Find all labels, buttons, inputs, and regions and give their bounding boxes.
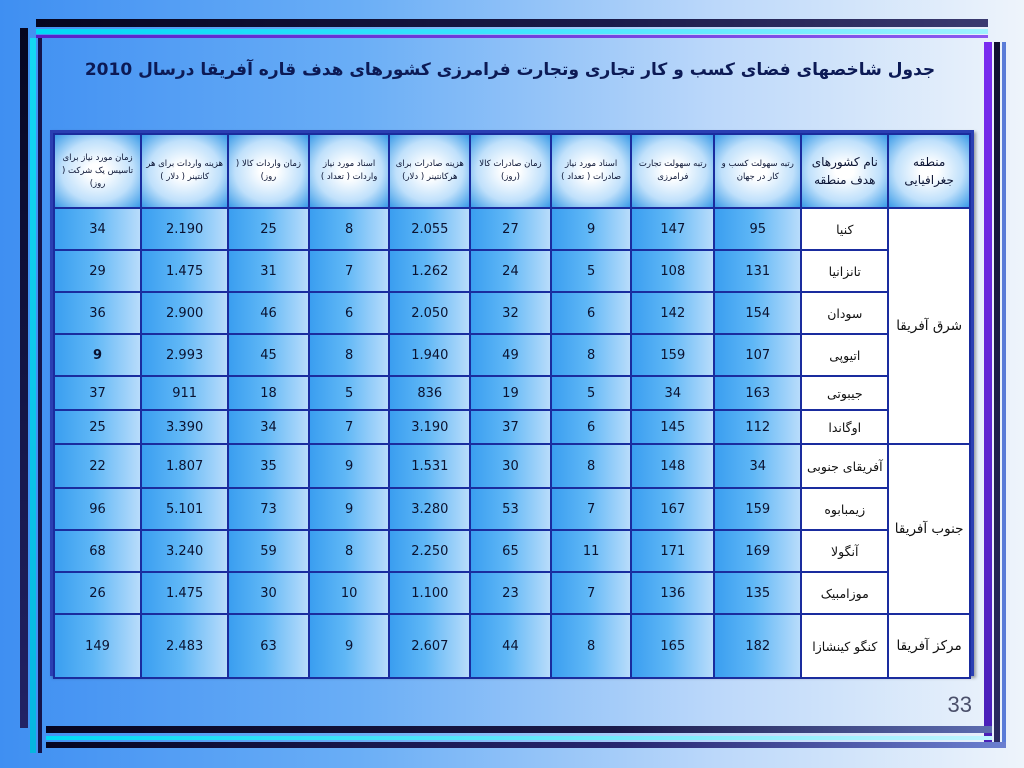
country-name-cell: اوگاندا bbox=[802, 411, 887, 443]
export-cost-cell: 1.531 bbox=[390, 445, 469, 487]
export-time-cell: 53 bbox=[471, 489, 550, 529]
import-cost-cell: 2.190 bbox=[142, 209, 227, 249]
frame-bottom-bar-dark bbox=[46, 726, 992, 733]
export-docs-cell: 5 bbox=[552, 251, 631, 291]
frame-left-bar-navy bbox=[38, 38, 42, 753]
startup-days-cell: 26 bbox=[55, 573, 140, 613]
frame-top-bar-cyan bbox=[36, 29, 988, 34]
export-cost-cell: 3.280 bbox=[390, 489, 469, 529]
table-header-row bbox=[55, 135, 969, 207]
startup-days-cell: 29 bbox=[55, 251, 140, 291]
import-cost-cell: 2.483 bbox=[142, 615, 227, 677]
ease-business-cell: 131 bbox=[715, 251, 800, 291]
startup-days-cell: 36 bbox=[55, 293, 140, 333]
import-cost-cell: 911 bbox=[142, 377, 227, 409]
ease-business-cell: 159 bbox=[715, 489, 800, 529]
frame-right-bar-dark bbox=[994, 42, 1000, 742]
ease-business-cell: 169 bbox=[715, 531, 800, 571]
ease-business-cell: 154 bbox=[715, 293, 800, 333]
header-import-docs: اسناد مورد نیاز واردات ( تعداد ) bbox=[310, 135, 389, 207]
startup-days-cell: 96 bbox=[55, 489, 140, 529]
export-time-cell: 24 bbox=[471, 251, 550, 291]
startup-days-cell: 37 bbox=[55, 377, 140, 409]
country-name-cell: جیبوتی bbox=[802, 377, 887, 409]
region-cell-east: شرق آفریقا bbox=[889, 209, 969, 443]
frame-right-bar-purple bbox=[984, 42, 992, 742]
ease-business-cell: 135 bbox=[715, 573, 800, 613]
table-row bbox=[55, 531, 969, 571]
export-cost-cell: 1.100 bbox=[390, 573, 469, 613]
import-cost-cell: 5.101 bbox=[142, 489, 227, 529]
frame-right-bar-blue bbox=[1002, 42, 1006, 742]
table-row bbox=[55, 251, 969, 291]
import-time-cell: 46 bbox=[229, 293, 308, 333]
header-country: نام کشورهای هدف منطقه bbox=[802, 135, 887, 207]
ease-trade-cell: 147 bbox=[632, 209, 713, 249]
ease-trade-cell: 165 bbox=[632, 615, 713, 677]
export-docs-cell: 6 bbox=[552, 293, 631, 333]
import-cost-cell: 1.475 bbox=[142, 251, 227, 291]
export-cost-cell: 2.607 bbox=[390, 615, 469, 677]
startup-days-cell: 68 bbox=[55, 531, 140, 571]
frame-bottom-bar-navy bbox=[46, 742, 1006, 748]
import-docs-cell: 8 bbox=[310, 335, 389, 375]
startup-days-cell: 9 bbox=[55, 335, 140, 375]
ease-business-cell: 107 bbox=[715, 335, 800, 375]
header-export-docs: اسناد مورد نیاز صادرات ( تعداد ) bbox=[552, 135, 631, 207]
export-docs-cell: 5 bbox=[552, 377, 631, 409]
import-docs-cell: 6 bbox=[310, 293, 389, 333]
export-cost-cell: 2.055 bbox=[390, 209, 469, 249]
import-docs-cell: 9 bbox=[310, 615, 389, 677]
header-startup-days: زمان مورد نیاز برای تاسیس یک شرکت ( روز) bbox=[55, 135, 140, 207]
country-name-cell: تانزانیا bbox=[802, 251, 887, 291]
ease-trade-cell: 148 bbox=[632, 445, 713, 487]
import-time-cell: 35 bbox=[229, 445, 308, 487]
import-cost-cell: 2.900 bbox=[142, 293, 227, 333]
import-time-cell: 25 bbox=[229, 209, 308, 249]
export-time-cell: 19 bbox=[471, 377, 550, 409]
export-time-cell: 44 bbox=[471, 615, 550, 677]
table-row bbox=[55, 335, 969, 375]
export-time-cell: 23 bbox=[471, 573, 550, 613]
region-cell-south: جنوب آفریقا bbox=[889, 445, 969, 613]
import-time-cell: 31 bbox=[229, 251, 308, 291]
ease-business-cell: 182 bbox=[715, 615, 800, 677]
frame-top-bar-dark bbox=[36, 19, 988, 27]
page-number: 33 bbox=[947, 692, 972, 717]
import-cost-cell: 3.390 bbox=[142, 411, 227, 443]
import-docs-cell: 9 bbox=[310, 445, 389, 487]
ease-trade-cell: 34 bbox=[632, 377, 713, 409]
startup-days-cell: 149 bbox=[55, 615, 140, 677]
slide-title: جدول شاخصهای فضای کسب و کار تجاری وتجارت فرامرزی کشورهای هدف قاره آفریقا درسال 2010 bbox=[84, 60, 936, 80]
header-ease-business: رتبه سهولت کسب و کار در جهان bbox=[715, 135, 800, 207]
header-export-cost: هزینه صادرات برای هرکانتینر ( دلار) bbox=[390, 135, 469, 207]
header-import-cost: هزینه واردات برای هر کانتینر ( دلار ) bbox=[142, 135, 227, 207]
region-cell-central: مرکز آفریقا bbox=[889, 615, 969, 677]
frame-left-bar-dark bbox=[20, 28, 28, 728]
export-docs-cell: 7 bbox=[552, 573, 631, 613]
import-time-cell: 18 bbox=[229, 377, 308, 409]
africa-trade-indicators-table bbox=[53, 133, 971, 679]
ease-business-cell: 95 bbox=[715, 209, 800, 249]
country-name-cell: سودان bbox=[802, 293, 887, 333]
table-row bbox=[55, 293, 969, 333]
export-cost-cell: 1.262 bbox=[390, 251, 469, 291]
export-time-cell: 37 bbox=[471, 411, 550, 443]
export-docs-cell: 7 bbox=[552, 489, 631, 529]
import-time-cell: 30 bbox=[229, 573, 308, 613]
export-docs-cell: 11 bbox=[552, 531, 631, 571]
ease-business-cell: 34 bbox=[715, 445, 800, 487]
country-name-cell: موزامبیک bbox=[802, 573, 887, 613]
frame-top-bar-purple bbox=[36, 35, 988, 38]
import-docs-cell: 10 bbox=[310, 573, 389, 613]
table-body bbox=[55, 209, 969, 677]
ease-trade-cell: 159 bbox=[632, 335, 713, 375]
frame-bottom-bar-cyan bbox=[46, 736, 992, 740]
export-cost-cell: 836 bbox=[390, 377, 469, 409]
import-docs-cell: 5 bbox=[310, 377, 389, 409]
startup-days-cell: 22 bbox=[55, 445, 140, 487]
export-time-cell: 30 bbox=[471, 445, 550, 487]
frame-left-bar-cyan bbox=[30, 38, 36, 753]
ease-trade-cell: 167 bbox=[632, 489, 713, 529]
country-name-cell: آفریقای جنوبی bbox=[802, 445, 887, 487]
startup-days-cell: 25 bbox=[55, 411, 140, 443]
import-docs-cell: 7 bbox=[310, 411, 389, 443]
export-cost-cell: 2.050 bbox=[390, 293, 469, 333]
import-docs-cell: 8 bbox=[310, 531, 389, 571]
export-docs-cell: 6 bbox=[552, 411, 631, 443]
table-row bbox=[55, 377, 969, 409]
ease-trade-cell: 145 bbox=[632, 411, 713, 443]
export-cost-cell: 2.250 bbox=[390, 531, 469, 571]
ease-trade-cell: 142 bbox=[632, 293, 713, 333]
import-docs-cell: 9 bbox=[310, 489, 389, 529]
country-name-cell: کنگو کینشازا bbox=[802, 615, 887, 677]
export-time-cell: 49 bbox=[471, 335, 550, 375]
startup-days-cell: 34 bbox=[55, 209, 140, 249]
ease-trade-cell: 171 bbox=[632, 531, 713, 571]
header-ease-trade: رتبه سهولت تجارت فرامرزی bbox=[632, 135, 713, 207]
export-time-cell: 27 bbox=[471, 209, 550, 249]
country-name-cell: کنیا bbox=[802, 209, 887, 249]
ease-trade-cell: 108 bbox=[632, 251, 713, 291]
export-cost-cell: 1.940 bbox=[390, 335, 469, 375]
country-name-cell: اتیوپی bbox=[802, 335, 887, 375]
export-time-cell: 65 bbox=[471, 531, 550, 571]
table-row bbox=[55, 615, 969, 677]
import-time-cell: 73 bbox=[229, 489, 308, 529]
import-docs-cell: 8 bbox=[310, 209, 389, 249]
export-docs-cell: 8 bbox=[552, 615, 631, 677]
import-time-cell: 34 bbox=[229, 411, 308, 443]
export-time-cell: 32 bbox=[471, 293, 550, 333]
table-row bbox=[55, 489, 969, 529]
import-time-cell: 63 bbox=[229, 615, 308, 677]
import-docs-cell: 7 bbox=[310, 251, 389, 291]
export-cost-cell: 3.190 bbox=[390, 411, 469, 443]
table-row bbox=[55, 573, 969, 613]
import-time-cell: 59 bbox=[229, 531, 308, 571]
import-cost-cell: 3.240 bbox=[142, 531, 227, 571]
table-row bbox=[55, 411, 969, 443]
import-cost-cell: 1.807 bbox=[142, 445, 227, 487]
country-name-cell: زیمبابوه bbox=[802, 489, 887, 529]
ease-business-cell: 163 bbox=[715, 377, 800, 409]
export-docs-cell: 8 bbox=[552, 445, 631, 487]
country-name-cell: آنگولا bbox=[802, 531, 887, 571]
export-docs-cell: 8 bbox=[552, 335, 631, 375]
ease-trade-cell: 136 bbox=[632, 573, 713, 613]
ease-business-cell: 112 bbox=[715, 411, 800, 443]
table-row bbox=[55, 445, 969, 487]
header-export-time: زمان صادرات کالا (روز) bbox=[471, 135, 550, 207]
import-time-cell: 45 bbox=[229, 335, 308, 375]
header-region: منطقه جغرافیایی bbox=[889, 135, 969, 207]
header-import-time: زمان واردات کالا ( روز) bbox=[229, 135, 308, 207]
table-row bbox=[55, 209, 969, 249]
import-cost-cell: 2.993 bbox=[142, 335, 227, 375]
import-cost-cell: 1.475 bbox=[142, 573, 227, 613]
data-table-frame bbox=[50, 130, 974, 676]
export-docs-cell: 9 bbox=[552, 209, 631, 249]
